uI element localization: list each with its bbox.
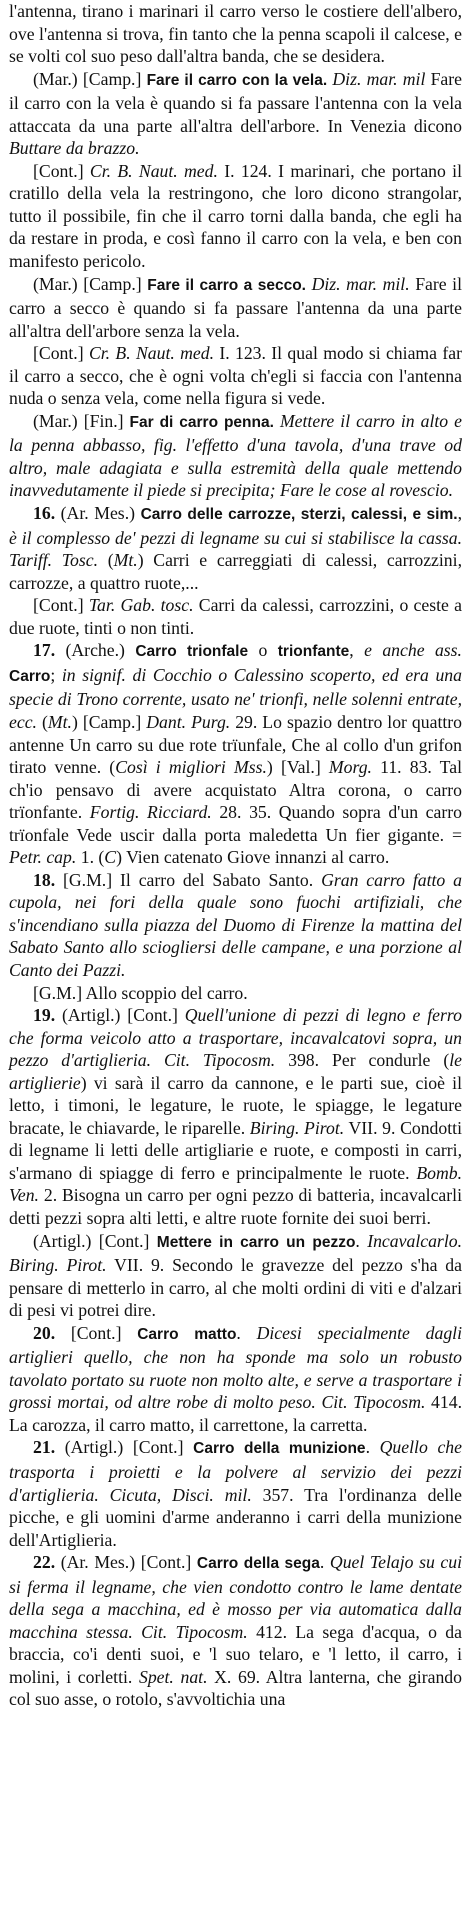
- italic-run: Petr. cap.: [9, 847, 77, 868]
- sense-number: 22.: [33, 1552, 56, 1573]
- italic-run: Cr. B. Naut. med.: [89, 160, 218, 181]
- text-run: ,: [457, 503, 462, 524]
- italic-run: in signif. di Cocchio o Calessino scoperto, ed era una specie di Trono corrente, usato ne' trionfi, nelle solenni entrate, ecc.: [9, 664, 462, 732]
- headword: Carro delle carrozze, sterzi, calessi, e sim.: [140, 506, 458, 524]
- entry-paragraph: [9, 1436, 462, 1551]
- italic-run: Così i migliori Mss.: [115, 757, 267, 778]
- text-run: [G.M.] Allo scoppio del carro.: [33, 982, 248, 1003]
- headword: Fare il carro con la vela.: [146, 71, 328, 89]
- headword: Mettere in carro un pezzo: [156, 1233, 356, 1251]
- text-run: (Arche.): [55, 640, 136, 661]
- italic-run: Spet. nat.: [138, 1666, 208, 1687]
- entry-paragraph: [9, 410, 462, 502]
- text-run: Carri da calessi, carrozzini, o ceste a due ruote, tinti o non tinti.: [9, 595, 462, 638]
- text-run: (Artigl.) [Cont.]: [33, 1230, 157, 1251]
- text-run: (Artigl.) [Cont.]: [55, 1005, 185, 1026]
- text-run: (Ar. Mes.) [Cont.]: [55, 1552, 197, 1573]
- headword: Carro della sega: [196, 1555, 320, 1573]
- sense-number: 18.: [33, 869, 56, 890]
- headword: Carro matto: [137, 1325, 237, 1343]
- italic-run: Quello che trasporta i proietti e la polvere al servizio dei pezzi d'artiglieria. Cicuta, Disci. mil.: [9, 1437, 463, 1505]
- entry-paragraph: [9, 160, 462, 273]
- entry-paragraph: [9, 1551, 462, 1711]
- entry-paragraph: [9, 639, 462, 868]
- entry-paragraph: [9, 982, 462, 1005]
- italic-run: Mt.: [47, 711, 72, 732]
- text-run: Fare il carro con la vela è quando si fa passare l'antenna con la vela attaccata da una parte all'altra dell'arbore. In Venezia dicono: [9, 68, 462, 136]
- italic-run: Buttare da brazzo.: [9, 138, 140, 159]
- text-run: ) Vien catenato Giove innanzi al carro.: [116, 847, 390, 868]
- text-run: I. 123. Il qual modo si chiama far il carro a secco, che è ogni volta ch'egli si faccia con l'antenna nuda o senza vela, come nella figura si vede.: [9, 343, 462, 409]
- text-run: (Ar. Mes.): [55, 503, 141, 524]
- text-run: I. 124. I marinari, che portano il cratillo della vela la restringono, che loro dicono strangolar, tutto il possibile, fin che il carro torni dalla banda, che egli ha da restare in proda, e così fanno il carro con la vela, e ben con manifesto pericolo.: [9, 160, 462, 272]
- text-run: (Mar.) [Fin.]: [33, 410, 130, 431]
- entry-paragraph: [9, 342, 462, 410]
- text-run: 29. Lo spazio dentro lor quattro antenne Un carro su due rote trïunfale, Che al collo d'un grifon tirato venne. (: [9, 711, 463, 778]
- italic-run: Incavalcarlo. Biring. Pirot.: [9, 1230, 462, 1276]
- text-run: (Mar.) [Camp.]: [33, 68, 147, 89]
- text-run: .: [365, 1437, 380, 1458]
- text-run: X. 69. Altra lanterna, che girando col suo asse, o rotolo, s'avvoltichia una: [9, 1666, 462, 1710]
- text-run: .: [355, 1230, 368, 1251]
- entry-paragraph: [9, 1230, 462, 1322]
- text-run: .: [319, 1552, 330, 1573]
- text-run: Fare il carro a secco è quando si fa passare l'antenna da una parte all'altra dell'arbore senza la vela.: [9, 273, 462, 341]
- italic-run: C: [104, 847, 117, 868]
- headword: Carro trionfale: [135, 643, 249, 661]
- headword: trionfante: [277, 643, 350, 661]
- italic-run: Fortig. Ricciard.: [89, 802, 212, 823]
- text-run: 1. (: [76, 847, 105, 868]
- sense-number: 17.: [33, 640, 56, 661]
- italic-run: è il complesso de' pezzi di legname su cui si stabilisce la cassa. Tariff. Tosc.: [9, 527, 462, 571]
- text-run: o: [248, 640, 278, 661]
- text-run: [Cont.]: [33, 343, 89, 364]
- italic-run: Diz. mar. mil: [332, 68, 426, 89]
- text-run: VII. 9. Condotti di legname li letti delle artigliarie e ruote, e composti in carri, s'armano di spiagge di ferro e principalmente le ruote.: [9, 1117, 462, 1183]
- text-run: 357. Tra l'ordinanza delle picche, e gli uomini d'arme anderanno i carri della munizione dell'Artiglieria.: [9, 1484, 462, 1550]
- italic-run: Quel Telajo su cui si ferma il legname, che vien condotto contro le lame dentate della sega a macchina, ed è mosso per via automatica dalla macchina stessa. Cit. Tipocosm.: [9, 1552, 463, 1642]
- text-run: 398. Per condurle (: [275, 1050, 450, 1071]
- italic-run: Diz. mar. mil.: [311, 273, 410, 294]
- italic-run: Tar. Gab. tosc.: [88, 595, 194, 616]
- text-run: l'antenna, tirano i marinari il carro verso le costiere dell'albero, ove l'antenna si trova, fin tanto che la penna scapoli il calcese, e se volti col suo peso dall'altra banda, che se desidera.: [9, 1, 462, 67]
- text-run: ) Carri e carreggiati di calessi, carrozzini, carrozze, a quattro ruote,...: [9, 550, 462, 593]
- entry-paragraph: [9, 594, 462, 639]
- headword: Far di carro penna.: [129, 413, 274, 431]
- italic-run: e anche ass.: [364, 640, 462, 661]
- text-run: ,: [349, 640, 365, 661]
- italic-run: Quell'unione di pezzi di legno e ferro che forma veicolo atto a trasportare, incavalcatovi sopra, un pezzo d'artiglieria. Cit. Tipocosm.: [9, 1005, 462, 1071]
- sense-number: 19.: [33, 1005, 56, 1026]
- text-run: .: [236, 1322, 257, 1343]
- italic-run: le artiglierie: [9, 1050, 462, 1093]
- sense-number: 16.: [33, 503, 56, 524]
- headword: Carro della munizione: [193, 1440, 366, 1458]
- sense-number: 21.: [33, 1437, 56, 1458]
- entry-paragraph: [9, 273, 462, 343]
- italic-run: Dant. Purg.: [146, 711, 231, 732]
- entry-paragraph: [9, 1004, 462, 1229]
- text-run: [G.M.] Il carro del Sabato Santo.: [55, 869, 322, 890]
- text-run: (: [98, 550, 114, 571]
- italic-run: Mt.: [113, 550, 138, 571]
- text-run: ) [Camp.]: [71, 711, 147, 732]
- italic-run: Bomb. Ven.: [9, 1162, 462, 1206]
- italic-run: Mettere il carro in alto e la penna abbasso, fig. l'effetto d'una tavola, d'una trave od altro, male adagiata e sulla estremità della quale mettendo inavvedutamente il piede si precipita; Fare le cose al rovescio.: [9, 410, 462, 501]
- text-run: VII. 9. Secondo le gravezze del pezzo s'ha da pensare di metterlo in carro, al che molti ordini di viti e d'alzari di pesi vi potrei dire.: [9, 1255, 462, 1321]
- text-run: (Artigl.) [Cont.]: [55, 1437, 194, 1458]
- text-run: [Cont.]: [33, 595, 89, 616]
- italic-run: Biring. Pirot.: [249, 1117, 345, 1138]
- text-run: 28. 35. Quando sopra d'un carro trïonfale Vede uscir dalla porta maledetta Un fier gigante. =: [9, 802, 462, 845]
- entry-paragraph: [9, 869, 462, 982]
- text-run: (: [36, 711, 48, 732]
- text-run: 414. La carozza, il carro matto, il carrettone, la carretta.: [9, 1392, 462, 1435]
- text-run: 412. La sega d'acqua, o da braccia, co'i denti suoi, e 'l suo telaro, e 'l letto, il carro, i molini, i corletti.: [9, 1621, 462, 1687]
- entry-paragraph: [9, 1322, 462, 1437]
- italic-run: Cr. B. Naut. med.: [88, 343, 215, 364]
- entry-paragraph: [9, 0, 462, 68]
- sense-number: 20.: [33, 1322, 56, 1343]
- entry-paragraph: [9, 502, 462, 594]
- text-run: [Cont.]: [33, 160, 90, 181]
- text-run: (Mar.) [Camp.]: [33, 273, 148, 294]
- italic-run: Dicesi specialmente dagli artiglieri quello, che non ha sponde ma solo un robusto tavolato portato su ruote non molto alte, e serve a trasportare i grossi mortai, od altre robe di molto peso. Cit. Tipocosm.: [9, 1322, 462, 1413]
- text-run: [Cont.]: [55, 1322, 138, 1343]
- text-run: ) vi sarà il carro da cannone, e le parti sue, cioè il letto, i timoni, le legature, le ruote, le spiagge, le legature bracate, le chiavarde, le riparelle.: [9, 1072, 462, 1138]
- italic-run: Gran carro fatto a cupola, nei fori della quale sono fuochi artifiziali, che s'incendiano sulla piazza del Duomo di Firenze la mattina del Sabato Santo allo sciogliersi delle campane, e una porzione al Canto dei Pazzi.: [9, 869, 462, 980]
- text-run: 11. 83. Tal ch'io pensavo di avere acquistato Altra corona, o carro trïonfante.: [9, 757, 463, 823]
- text-run: 2. Bisogna un carro per ogni pezzo di batteria, incavalcarli detti pezzi sopra alti letti, e altre ruote fornite dei suoi berri.: [9, 1185, 462, 1228]
- headword: Carro: [9, 667, 51, 685]
- headword: Fare il carro a secco.: [147, 276, 306, 294]
- entry-paragraph: [9, 68, 462, 160]
- text-run: ;: [50, 664, 62, 685]
- italic-run: Morg.: [328, 757, 372, 778]
- text-run: ) [Val.]: [266, 757, 329, 778]
